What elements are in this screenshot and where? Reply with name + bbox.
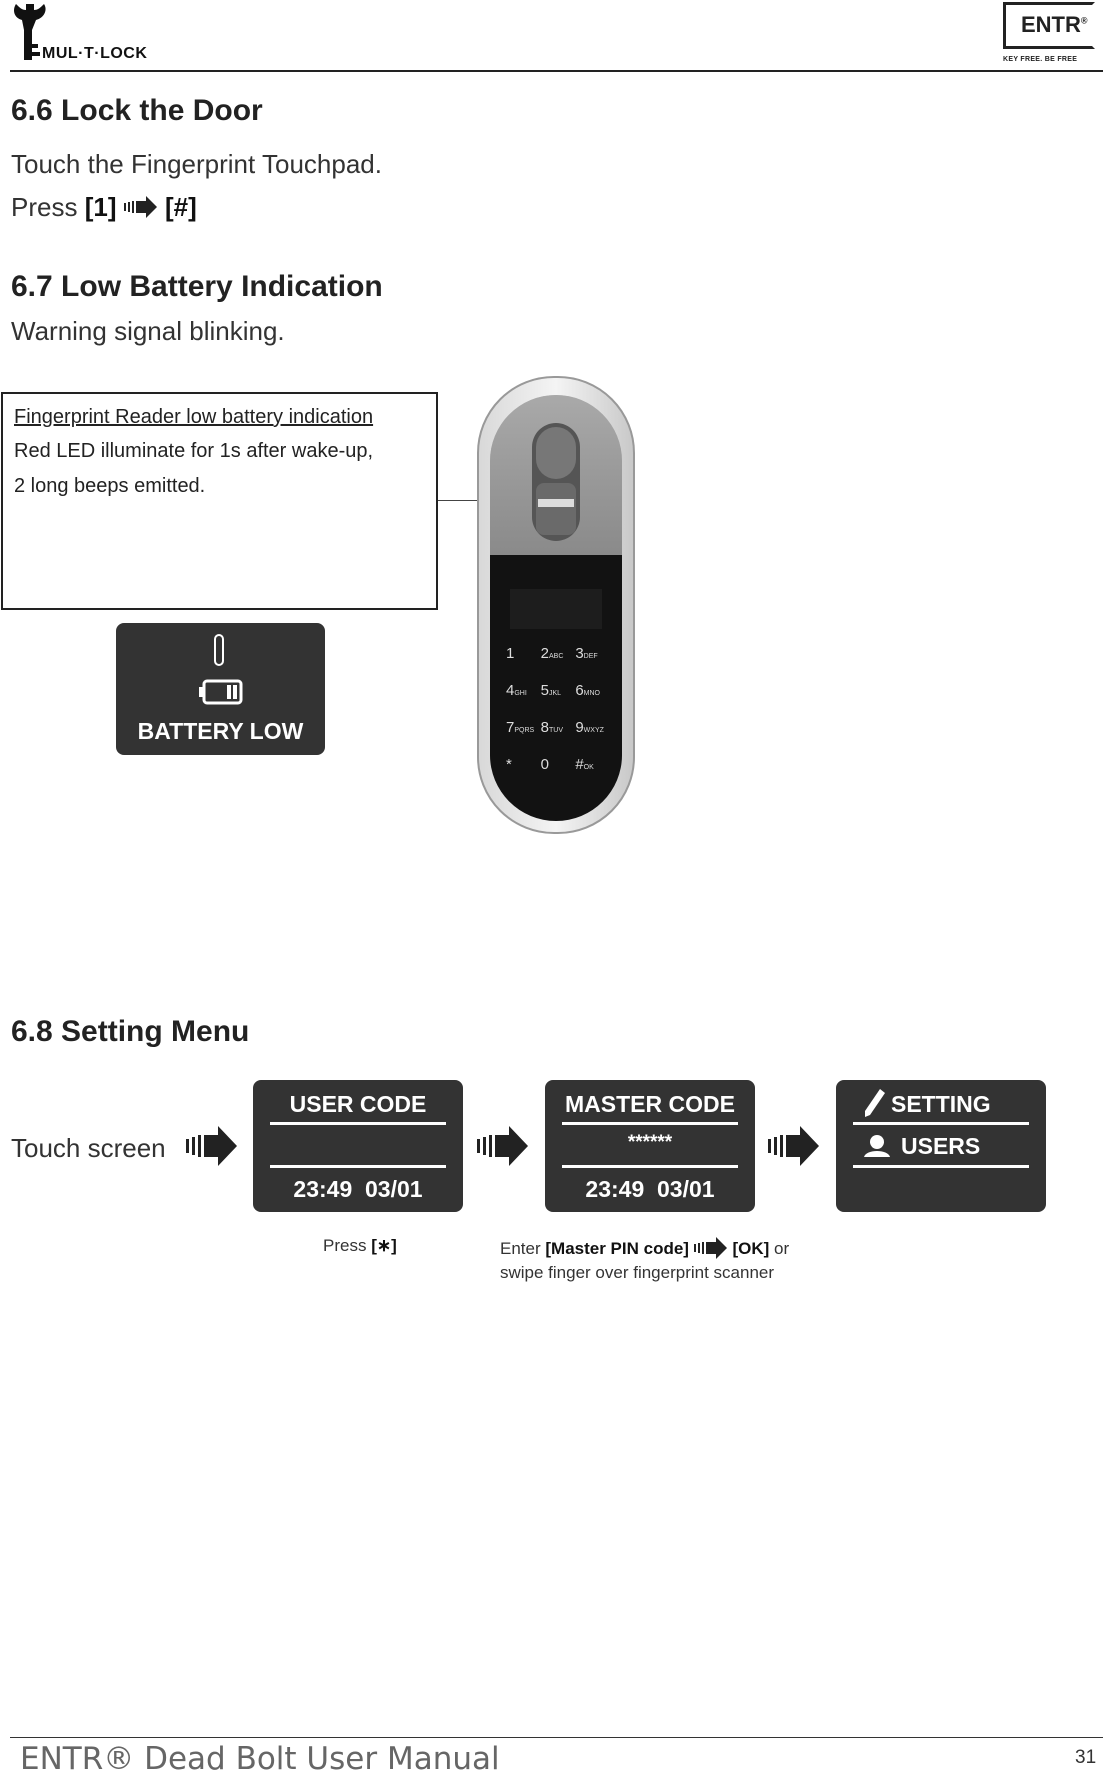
key-1: [1] [84,192,117,222]
entr-tagline: KEY FREE. BE FREE [1003,56,1078,63]
screen-rule [562,1165,738,1168]
lock-device-image [476,375,636,835]
menu-item-setting: SETTING [891,1091,991,1117]
arrow-right-icon [124,195,158,219]
arrow-right-icon [694,1236,728,1260]
user-code-screen [253,1080,463,1212]
page-number: 31 [1075,1747,1097,1768]
arrow-right-icon [477,1124,529,1168]
heading-lock-door: 6.6 Lock the Door [11,94,263,127]
keypad-key: 3DEF [575,645,598,662]
screen-title: USER CODE [289,1091,427,1117]
entr-logo-text: ENTR® [1021,12,1088,37]
master-code-screen [545,1080,755,1212]
callout-line-1: Red LED illuminate for 1s after wake-up, [14,440,374,462]
header-rule [10,70,1103,72]
key-hash: [#] [164,192,197,222]
keypad-key: #OK [575,756,594,773]
keypad-key: 4GHI [506,682,527,699]
battery-low-label: BATTERY LOW [137,718,304,744]
user-icon [864,1134,890,1158]
screen-rule [270,1122,446,1125]
screen-rule [270,1165,446,1168]
press-label: Press [11,192,78,222]
keypad-key: * [506,756,512,773]
multlock-logo [10,0,175,66]
keypad-key: 7PQRS [506,719,535,736]
caption-master-pin: Enter [Master PIN code] [OK] or [500,1236,789,1260]
screen-datetime: 23:49 03/01 [293,1176,423,1202]
led-icon [214,634,224,666]
setting-menu-screen [836,1080,1046,1212]
keypad-key: 5JKL [540,682,562,699]
keypad-key: 2ABC [540,645,564,662]
brand-wordmark: MUL·T·LOCK [42,45,148,62]
caption-swipe-finger: swipe finger over fingerprint scanner [500,1263,775,1282]
battery-icon [199,678,243,706]
pencil-icon [864,1088,886,1118]
heading-low-battery: 6.7 Low Battery Indication [11,270,383,303]
masked-pin: ****** [627,1132,673,1153]
screen-rule [853,1165,1029,1168]
keypad-key: 6MNO [575,682,601,699]
screen-rule [853,1122,1029,1125]
arrow-right-icon [768,1124,820,1168]
keypad-key: 0 [540,756,549,773]
touch-screen-label: Touch screen [11,1133,166,1163]
keypad-key: 1 [506,645,515,662]
heading-setting-menu: 6.8 Setting Menu [11,1015,250,1048]
lock-door-press-line [11,192,197,223]
screen-title: MASTER CODE [565,1091,735,1117]
menu-item-users: USERS [901,1133,981,1159]
screen-rule [562,1122,738,1125]
footer-title: ENTR® Dead Bolt User Manual [20,1741,500,1777]
entr-logo [1003,2,1101,66]
keypad-key: 9WXYZ [575,719,604,736]
callout-line-2: 2 long beeps emitted. [14,475,206,497]
footer-rule [10,1737,1103,1738]
callout-title: Fingerprint Reader low battery indication [14,406,374,428]
battery-low-panel [116,623,325,755]
low-battery-intro: Warning signal blinking. [11,316,285,346]
device-keypad [506,645,610,773]
battery-callout-box [1,392,438,610]
screen-datetime: 23:49 03/01 [585,1176,715,1202]
arrow-right-icon [186,1124,238,1168]
keypad-key: 8TUV [540,719,563,736]
lock-door-instruction: Touch the Fingerprint Touchpad. [11,149,382,179]
caption-press-star: Press [∗] [323,1236,397,1255]
